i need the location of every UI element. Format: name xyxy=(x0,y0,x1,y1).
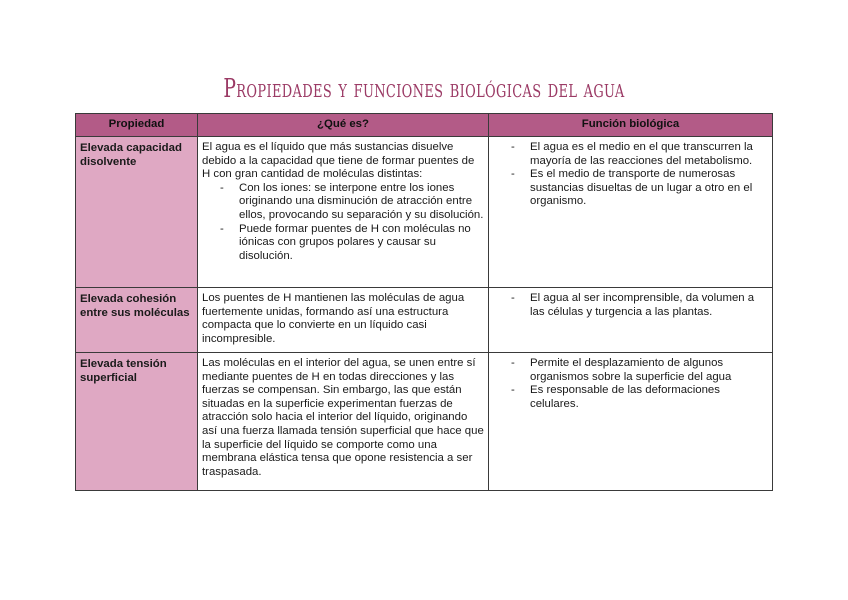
function-list xyxy=(493,141,768,209)
table-row xyxy=(76,353,773,491)
description-list-item: - Puede formar puentes de H con moléculas no iónicas con grupos polares y causar su disolución. xyxy=(202,223,484,264)
function-list-item: - El agua es el medio en el que transcurren la mayoría de las reacciones del metabolismo. xyxy=(493,141,768,168)
function-cell xyxy=(489,288,773,353)
function-list-item: - Permite el desplazamiento de algunos organismos sobre la superficie del agua xyxy=(493,357,768,384)
property-cell: Elevada capacidad disolvente xyxy=(76,137,198,288)
description-cell xyxy=(198,353,489,491)
function-list-item: - El agua al ser incomprensible, da volumen a las células y turgencia a las plantas. xyxy=(493,292,768,319)
function-list-item: - Es el medio de transporte de numerosas sustancias disueltas de un lugar a otro en el organismo. xyxy=(493,168,768,209)
function-list-item: - Es responsable de las deformaciones celulares. xyxy=(493,384,768,411)
function-list xyxy=(493,357,768,411)
description-list xyxy=(202,182,484,264)
description-cell xyxy=(198,288,489,353)
column-header-function: Función biológica xyxy=(489,114,773,137)
page-title: Propiedades y funciones biológicas del agua xyxy=(223,74,625,104)
function-list xyxy=(493,292,768,319)
description-cell xyxy=(198,137,489,288)
table-row xyxy=(76,288,773,353)
properties-table xyxy=(75,113,773,491)
property-cell: Elevada cohesión entre sus moléculas xyxy=(76,288,198,353)
table-row xyxy=(76,137,773,288)
description-text: El agua es el líquido que más sustancias disuelve debido a la capacidad que tiene de formar puentes de H con gran cantidad de moléculas distintas: xyxy=(202,141,475,181)
description-text: Los puentes de H mantienen las moléculas de agua fuertemente unidas, formando así una estructura compacta que lo convierte en un líquido casi incompresible. xyxy=(202,292,465,345)
column-header-property: Propiedad xyxy=(76,114,198,137)
property-cell: Elevada tensión superficial xyxy=(76,353,198,491)
function-cell xyxy=(489,137,773,288)
function-cell xyxy=(489,353,773,491)
table-header-row xyxy=(76,114,773,137)
description-list-item: - Con los iones: se interpone entre los iones originando una disminución de atracción entre ellos, provocando su separación y su disolución. xyxy=(202,182,484,223)
column-header-what: ¿Qué es? xyxy=(198,114,489,137)
description-text: Las moléculas en el interior del agua, se unen entre sí mediante puentes de H en todas direcciones y las fuerzas se compensan. Sin embargo, las que están situadas en la superficie experimentan fuerzas de atracción solo hacia el interior del líquido, originando así una fuerza llamada tensión superficial que hace que la superficie del líquido se comporte como una membrana elástica tensa que opone resistencia a ser traspasada. xyxy=(202,357,484,478)
